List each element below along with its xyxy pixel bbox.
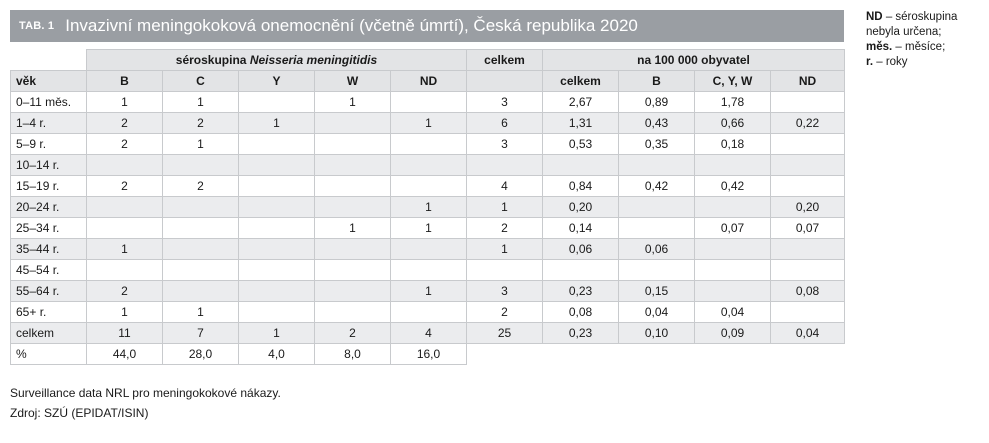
table-row: [11, 302, 845, 323]
rate-cell: 0,06: [543, 239, 619, 260]
rate-cell: 0,23: [543, 281, 619, 302]
serogroup-cell: [391, 134, 467, 155]
serogroup-cell: 2: [163, 113, 239, 134]
rate-cell: [771, 92, 845, 113]
col-header-b: B: [87, 71, 163, 92]
rate-cell: 0,20: [771, 197, 845, 218]
rate-cell: [771, 302, 845, 323]
rate-cell: [695, 197, 771, 218]
rate-header-cyw: C, Y, W: [695, 71, 771, 92]
serogroup-cell: [239, 260, 315, 281]
table-row: [11, 260, 845, 281]
serogroup-cell: [315, 302, 391, 323]
legend-item-nd: ND – séroskupina nebyla určena;: [866, 11, 958, 38]
total-cell: [467, 260, 543, 281]
serogroup-cell: [315, 260, 391, 281]
serogroup-cell: [315, 197, 391, 218]
serogroup-cell: 1: [315, 218, 391, 239]
legend-item-mes: měs. – měsíce;: [866, 41, 946, 53]
age-cell: celkem: [11, 323, 87, 344]
serogroup-cell: [391, 155, 467, 176]
per100k-header: na 100 000 obyvatel: [543, 50, 845, 71]
total-cell: 1: [467, 197, 543, 218]
footer-source: Zdroj: SZÚ (EPIDAT/ISIN): [10, 406, 149, 420]
serogroup-cell: [239, 281, 315, 302]
serogroup-cell: [87, 260, 163, 281]
age-cell: 1–4 r.: [11, 113, 87, 134]
table-row: [11, 218, 845, 239]
rate-cell: 0,35: [619, 134, 695, 155]
rate-cell: 0,43: [619, 113, 695, 134]
rate-cell: [695, 281, 771, 302]
serogroup-cell: [163, 260, 239, 281]
total-cell: 1: [467, 239, 543, 260]
serogroup-cell: [239, 155, 315, 176]
serogroup-cell: [239, 302, 315, 323]
percent-row: [11, 344, 845, 365]
rate-cell: 0,66: [695, 113, 771, 134]
table-footer: [10, 383, 281, 423]
table-number-tag: TAB. 1: [19, 20, 55, 32]
rate-cell: 2,67: [543, 92, 619, 113]
legend-item-r: r. – roky: [866, 56, 908, 68]
age-cell: 65+ r.: [11, 302, 87, 323]
total-cell: 3: [467, 134, 543, 155]
rate-cell: 0,10: [619, 323, 695, 344]
serogroup-cell: 2: [87, 134, 163, 155]
rate-cell: 1,31: [543, 113, 619, 134]
serogroup-cell: 1: [87, 92, 163, 113]
serogroup-cell: 1: [87, 302, 163, 323]
serogroup-cell: 2: [163, 176, 239, 197]
rate-cell: [695, 155, 771, 176]
rate-cell: [619, 260, 695, 281]
serogroup-cell: [163, 239, 239, 260]
col-header-nd: ND: [391, 71, 467, 92]
serogroup-cell: 7: [163, 323, 239, 344]
table-title: Invazivní meningokoková onemocnění (včetně úmrtí), Česká republika 2020: [65, 16, 638, 35]
total-cell: 4: [467, 176, 543, 197]
table-row: [11, 239, 845, 260]
rate-cell: 0,08: [543, 302, 619, 323]
serogroup-cell: 1: [239, 113, 315, 134]
serogroup-cell: 1: [391, 197, 467, 218]
rate-cell: 0,08: [771, 281, 845, 302]
rate-header-b: B: [619, 71, 695, 92]
age-cell: 10–14 r.: [11, 155, 87, 176]
serogroup-cell: 11: [87, 323, 163, 344]
rate-cell: [619, 218, 695, 239]
rate-header-total: celkem: [543, 71, 619, 92]
rate-cell: [771, 239, 845, 260]
table-row: [11, 134, 845, 155]
rate-cell: [771, 260, 845, 281]
serogroup-cell: 2: [315, 323, 391, 344]
rate-cell: 0,15: [619, 281, 695, 302]
age-cell: 45–54 r.: [11, 260, 87, 281]
rate-cell: [771, 134, 845, 155]
age-header: věk: [11, 71, 87, 92]
rate-cell: [771, 176, 845, 197]
serogroup-cell: [87, 218, 163, 239]
rate-cell: 0,42: [695, 176, 771, 197]
total-cell: 25: [467, 323, 543, 344]
rate-cell: 0,07: [771, 218, 845, 239]
serogroup-cell: [391, 302, 467, 323]
serogroup-cell: [239, 176, 315, 197]
table-row: [11, 92, 845, 113]
table-row: [11, 197, 845, 218]
header-row-columns: [11, 71, 845, 92]
rate-cell: 0,22: [771, 113, 845, 134]
rate-cell: 0,04: [619, 302, 695, 323]
serogroup-cell: 1: [391, 218, 467, 239]
rate-cell: [619, 155, 695, 176]
rate-cell: [543, 155, 619, 176]
serogroup-cell: 1: [391, 281, 467, 302]
table-row: [11, 323, 845, 344]
serogroup-cell: [87, 155, 163, 176]
percent-label: %: [11, 344, 87, 365]
serogroup-cell: 1: [163, 302, 239, 323]
serogroup-cell: [391, 239, 467, 260]
age-cell: 55–64 r.: [11, 281, 87, 302]
percent-cell: 8,0: [315, 344, 391, 365]
rate-cell: 0,06: [619, 239, 695, 260]
serogroup-cell: [163, 155, 239, 176]
rate-cell: [619, 197, 695, 218]
percent-cell: 28,0: [163, 344, 239, 365]
rate-cell: [543, 260, 619, 281]
serogroup-cell: 1: [315, 92, 391, 113]
rate-cell: 0,42: [619, 176, 695, 197]
age-cell: 0–11 měs.: [11, 92, 87, 113]
rate-header-nd: ND: [771, 71, 845, 92]
percent-cell: 4,0: [239, 344, 315, 365]
rate-cell: [695, 239, 771, 260]
age-cell: 5–9 r.: [11, 134, 87, 155]
age-cell: 20–24 r.: [11, 197, 87, 218]
rate-cell: 0,20: [543, 197, 619, 218]
age-cell: 15–19 r.: [11, 176, 87, 197]
age-cell: 35–44 r.: [11, 239, 87, 260]
meningococcal-table: [10, 49, 845, 365]
abbreviation-legend: [866, 10, 989, 70]
rate-cell: 0,18: [695, 134, 771, 155]
table-row: [11, 281, 845, 302]
serogroup-cell: [239, 134, 315, 155]
rate-cell: [695, 260, 771, 281]
serogroup-cell: [315, 176, 391, 197]
col-header-c: C: [163, 71, 239, 92]
serogroup-cell: [315, 281, 391, 302]
rate-cell: 0,04: [771, 323, 845, 344]
table-title-bar: [10, 10, 844, 42]
serogroup-cell: [87, 197, 163, 218]
col-header-y: Y: [239, 71, 315, 92]
rate-cell: 0,07: [695, 218, 771, 239]
header-row-groups: [11, 50, 845, 71]
total-cell: 2: [467, 218, 543, 239]
table-row: [11, 113, 845, 134]
table-row: [11, 155, 845, 176]
total-cell: 3: [467, 92, 543, 113]
serogroup-cell: [315, 239, 391, 260]
serogroup-cell: [391, 260, 467, 281]
rate-cell: 1,78: [695, 92, 771, 113]
table-row: [11, 176, 845, 197]
age-cell: 25–34 r.: [11, 218, 87, 239]
total-cell: 2: [467, 302, 543, 323]
serogroup-cell: [239, 239, 315, 260]
serogroup-cell: 2: [87, 113, 163, 134]
total-cell: 6: [467, 113, 543, 134]
rate-cell: 0,84: [543, 176, 619, 197]
rate-cell: 0,23: [543, 323, 619, 344]
serogroup-cell: [391, 92, 467, 113]
percent-cell: 16,0: [391, 344, 467, 365]
total-cell: [467, 155, 543, 176]
serogroup-cell: [239, 197, 315, 218]
serogroup-cell: 1: [239, 323, 315, 344]
rate-cell: 0,89: [619, 92, 695, 113]
serogroup-cell: [315, 113, 391, 134]
serogroup-cell: [239, 92, 315, 113]
serogroup-cell: 1: [87, 239, 163, 260]
total-header: celkem: [467, 50, 543, 71]
serogroup-cell: [239, 218, 315, 239]
total-cell: 3: [467, 281, 543, 302]
percent-cell: 44,0: [87, 344, 163, 365]
serogroup-cell: 2: [87, 281, 163, 302]
rate-cell: [771, 155, 845, 176]
serogroup-cell: [163, 218, 239, 239]
serogroup-cell: [315, 134, 391, 155]
serogroup-cell: 1: [391, 113, 467, 134]
rate-cell: 0,14: [543, 218, 619, 239]
serogroup-cell: 1: [163, 134, 239, 155]
rate-cell: 0,53: [543, 134, 619, 155]
rate-cell: 0,04: [695, 302, 771, 323]
footer-note: Surveillance data NRL pro meningokokové nákazy.: [10, 386, 281, 400]
serogroup-cell: 2: [87, 176, 163, 197]
rate-cell: 0,09: [695, 323, 771, 344]
serogroup-cell: [315, 155, 391, 176]
serogroup-cell: [163, 281, 239, 302]
serogroup-header: séroskupina Neisseria meningitidis: [87, 50, 467, 71]
serogroup-cell: [391, 176, 467, 197]
serogroup-cell: 4: [391, 323, 467, 344]
serogroup-cell: 1: [163, 92, 239, 113]
col-header-w: W: [315, 71, 391, 92]
total-header-blank: [467, 71, 543, 92]
serogroup-cell: [163, 197, 239, 218]
